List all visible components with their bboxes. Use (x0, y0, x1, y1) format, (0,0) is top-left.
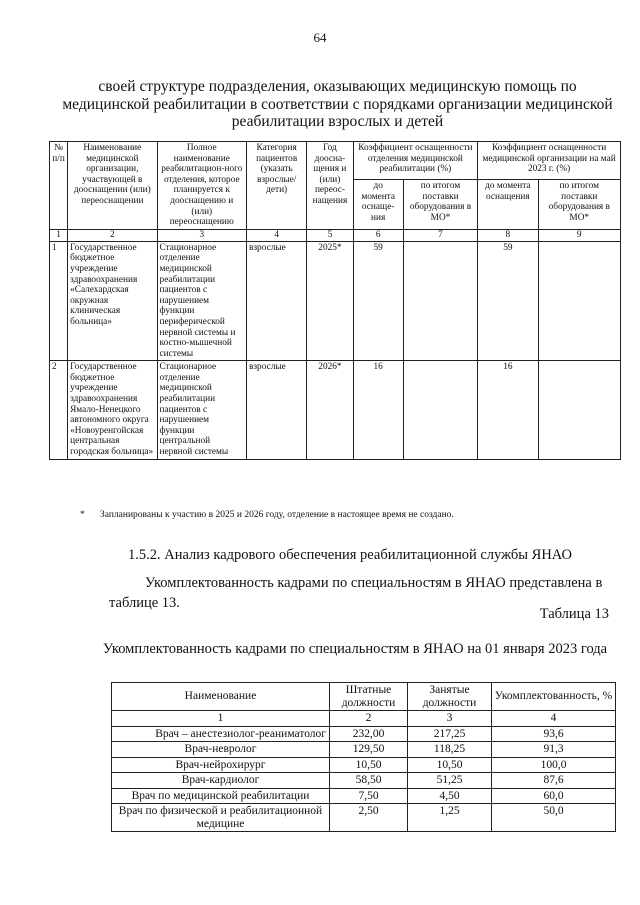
col-number: 9 (538, 229, 621, 241)
row-staff: 58,50 (330, 773, 408, 789)
table-row (50, 241, 621, 361)
col-number: 1 (50, 229, 68, 241)
row-staff: 232,00 (330, 726, 408, 742)
col-number: 1 (112, 711, 330, 727)
col-number: 8 (478, 229, 538, 241)
row-name: Врач-невролог (112, 742, 330, 758)
row-staff: 7,50 (330, 788, 408, 804)
footnote-text: Запланированы к участию в 2025 и 2026 году, отделение в настоящее время не создано. (100, 510, 454, 520)
header-dept-coef-before: до момента оснаще-ния (353, 180, 403, 230)
header-occupied-positions: Занятые должности (408, 683, 492, 711)
header-staffing-percent: Укомплектованность, % (492, 683, 616, 711)
row-dept: Стационарное отделение медицинской реабилитации пациентов с нарушением функции центральной нервной системы (157, 361, 246, 459)
row-staff: 10,50 (330, 757, 408, 773)
header-dept-coef-after: по итогом поставки оборудования в МО* (403, 180, 477, 230)
header-dept: Полное наименование реабилитацион-ного отделения, которое планируется к дооснащению и (или) переоснащению (157, 142, 246, 230)
row-dept: Стационарное отделение медицинской реабилитации пациентов с нарушением функции периферической нервной системы и костно-мышечной системы (157, 241, 246, 361)
col-number: 3 (157, 229, 246, 241)
row-occupied: 10,50 (408, 757, 492, 773)
row-dept-coef-after (403, 361, 477, 459)
header-org-coef-before: до момента оснащения (478, 180, 538, 230)
table-row (112, 788, 616, 804)
row-org-coef-after (538, 361, 621, 459)
row-occupied: 1,25 (408, 804, 492, 832)
row-occupied: 51,25 (408, 773, 492, 789)
row-dept-coef-after (403, 241, 477, 361)
row-year: 2026* (307, 361, 353, 459)
row-org-coef-before: 59 (478, 241, 538, 361)
table-row (112, 804, 616, 832)
table-label: Таблица 13 (539, 606, 609, 622)
table-row (50, 361, 621, 459)
column-number-row (112, 711, 616, 727)
row-num: 2 (50, 361, 68, 459)
row-name: Врач-кардиолог (112, 773, 330, 789)
header-category: Категория пациентов (указать взрослые/ дети) (247, 142, 307, 230)
header-dept-coefficient: Коэффициент оснащенности отделения медицинской реабилитации (%) (353, 142, 478, 180)
header-num: № п/п (50, 142, 68, 230)
row-num: 1 (50, 241, 68, 361)
row-category: взрослые (247, 361, 307, 459)
col-number: 6 (353, 229, 403, 241)
body-paragraph: Укомплектованность кадрами по специальностям в ЯНАО представлена в таблице 13. (109, 575, 603, 611)
col-number: 2 (330, 711, 408, 727)
table-row (112, 757, 616, 773)
row-percent: 87,6 (492, 773, 616, 789)
row-name: Врач – анестезиолог-реаниматолог (112, 726, 330, 742)
row-percent: 60,0 (492, 788, 616, 804)
col-number: 4 (492, 711, 616, 727)
col-number: 7 (403, 229, 477, 241)
row-percent: 100,0 (492, 757, 616, 773)
row-org: Государственное бюджетное учреждение здравоохранения «Салехардская окружная клиническая больница» (68, 241, 157, 361)
row-org-coef-after (538, 241, 621, 361)
col-number: 5 (307, 229, 353, 241)
row-occupied: 118,25 (408, 742, 492, 758)
row-occupied: 217,25 (408, 726, 492, 742)
col-number: 3 (408, 711, 492, 727)
row-dept-coef-before: 59 (353, 241, 403, 361)
row-year: 2025* (307, 241, 353, 361)
footnote-marker: * (80, 510, 85, 520)
row-name: Врач-нейрохирург (112, 757, 330, 773)
row-occupied: 4,50 (408, 788, 492, 804)
row-name: Врач по медицинской реабилитации (112, 788, 330, 804)
header-staff-positions: Штатные должности (330, 683, 408, 711)
header-year: Год доосна-щения и (или) переос-нащения (307, 142, 353, 230)
row-name: Врач по физической и реабилитационной медицине (112, 804, 330, 832)
row-category: взрослые (247, 241, 307, 361)
header-org-coefficient: Коэффициент оснащенности медицинской организации на май 2023 г. (%) (478, 142, 621, 180)
table-row (112, 726, 616, 742)
row-org: Государственное бюджетное учреждение здравоохранения Ямало-Ненецкого автономного округа «Новоуренгойская центральная городская больница» (68, 361, 157, 459)
section-heading-continuation: своей структуре подразделения, оказывающих медицинскую помощь по медицинской реабилитации в соответствии с порядками организации медицинской реабилитации взрослых и детей (62, 78, 613, 130)
header-name: Наименование (112, 683, 330, 711)
column-number-row (50, 229, 621, 241)
table-row (112, 742, 616, 758)
col-number: 4 (247, 229, 307, 241)
page-number: 64 (313, 30, 327, 45)
row-percent: 91,3 (492, 742, 616, 758)
table-title: Укомплектованность кадрами по специальностям в ЯНАО на 01 января 2023 года (102, 641, 608, 657)
staffing-table (111, 682, 616, 832)
table-row (112, 773, 616, 789)
row-percent: 50,0 (492, 804, 616, 832)
row-staff: 2,50 (330, 804, 408, 832)
row-staff: 129,50 (330, 742, 408, 758)
row-percent: 93,6 (492, 726, 616, 742)
row-org-coef-before: 16 (478, 361, 538, 459)
rehab-equipment-table (49, 141, 621, 460)
section-title: 1.5.2. Анализ кадрового обеспечения реабилитационной службы ЯНАО (128, 547, 573, 563)
row-dept-coef-before: 16 (353, 361, 403, 459)
header-org-coef-after: по итогом поставки оборудования в МО* (538, 180, 621, 230)
col-number: 2 (68, 229, 157, 241)
header-org: Наименование медицинской организации, участвующей в дооснащении (или) переоснащении (68, 142, 157, 230)
